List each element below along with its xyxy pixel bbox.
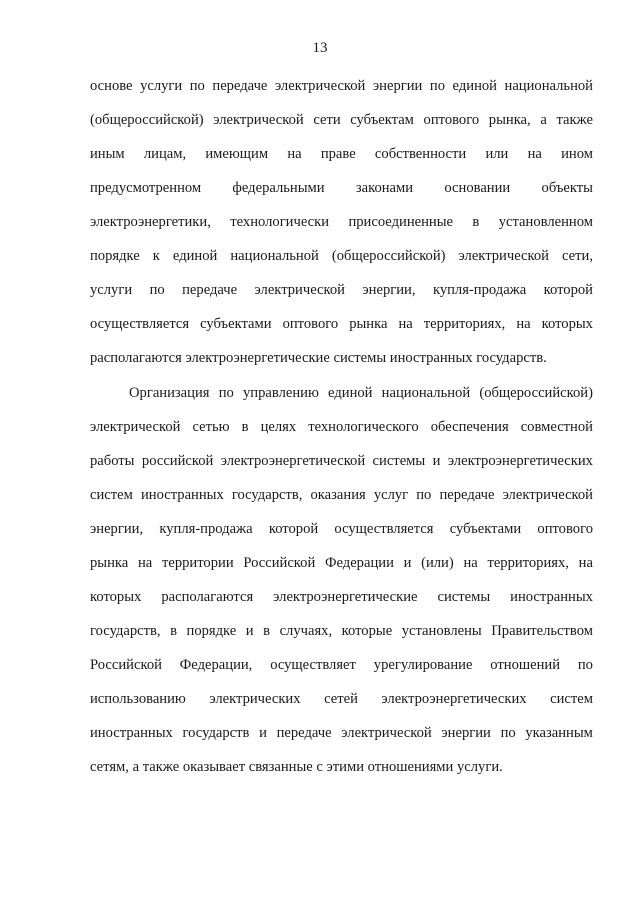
text-line: основе услуги по передаче электрической энергии по единой национальной bbox=[90, 78, 593, 94]
text-line: которых располагаются электроэнергетические системы иностранных bbox=[90, 589, 593, 605]
text-line: предусмотренном федеральными законами основании объекты bbox=[90, 180, 593, 196]
text-line: использованию электрических сетей электроэнергетических систем bbox=[90, 691, 593, 707]
text-line: Российской Федерации, осуществляет урегулирование отношений по bbox=[90, 657, 593, 673]
text-line: электрической сетью в целях технологического обеспечения совместной bbox=[90, 419, 593, 435]
text-line: Организация по управлению единой национальной (общероссийской) bbox=[129, 385, 593, 401]
text-line: (общероссийской) электрической сети субъектам оптового рынка, а также bbox=[90, 112, 593, 128]
paragraph-1 bbox=[90, 75, 593, 381]
text-line: систем иностранных государств, оказания услуг по передаче электрической bbox=[90, 487, 593, 503]
text-line: государств, в порядке и в случаях, которые установлены Правительством bbox=[90, 623, 593, 639]
text-line: иным лицам, имеющим на праве собственности или на ином bbox=[90, 146, 593, 162]
text-line: энергии, купля-продажа которой осуществляется субъектами оптового bbox=[90, 521, 593, 537]
text-line: работы российской электроэнергетической системы и электроэнергетических bbox=[90, 453, 593, 469]
page-number: 13 bbox=[312, 40, 328, 56]
text-line: услуги по передаче электрической энергии, купля-продажа которой bbox=[90, 282, 593, 298]
text-line: порядке к единой национальной (общероссийской) электрической сети, bbox=[90, 248, 593, 264]
text-line: иностранных государств и передаче электрической энергии по указанным bbox=[90, 725, 593, 741]
text-line: электроэнергетики, технологически присоединенные в установленном bbox=[90, 214, 593, 230]
text-line: располагаются электроэнергетические системы иностранных государств. bbox=[90, 350, 547, 366]
text-line: осуществляется субъектами оптового рынка на территориях, на которых bbox=[90, 316, 593, 332]
paragraph-2 bbox=[90, 382, 593, 790]
text-line: сетям, а также оказывает связанные с этими отношениями услуги. bbox=[90, 759, 503, 775]
text-line: рынка на территории Российской Федерации и (или) на территориях, на bbox=[90, 555, 593, 571]
